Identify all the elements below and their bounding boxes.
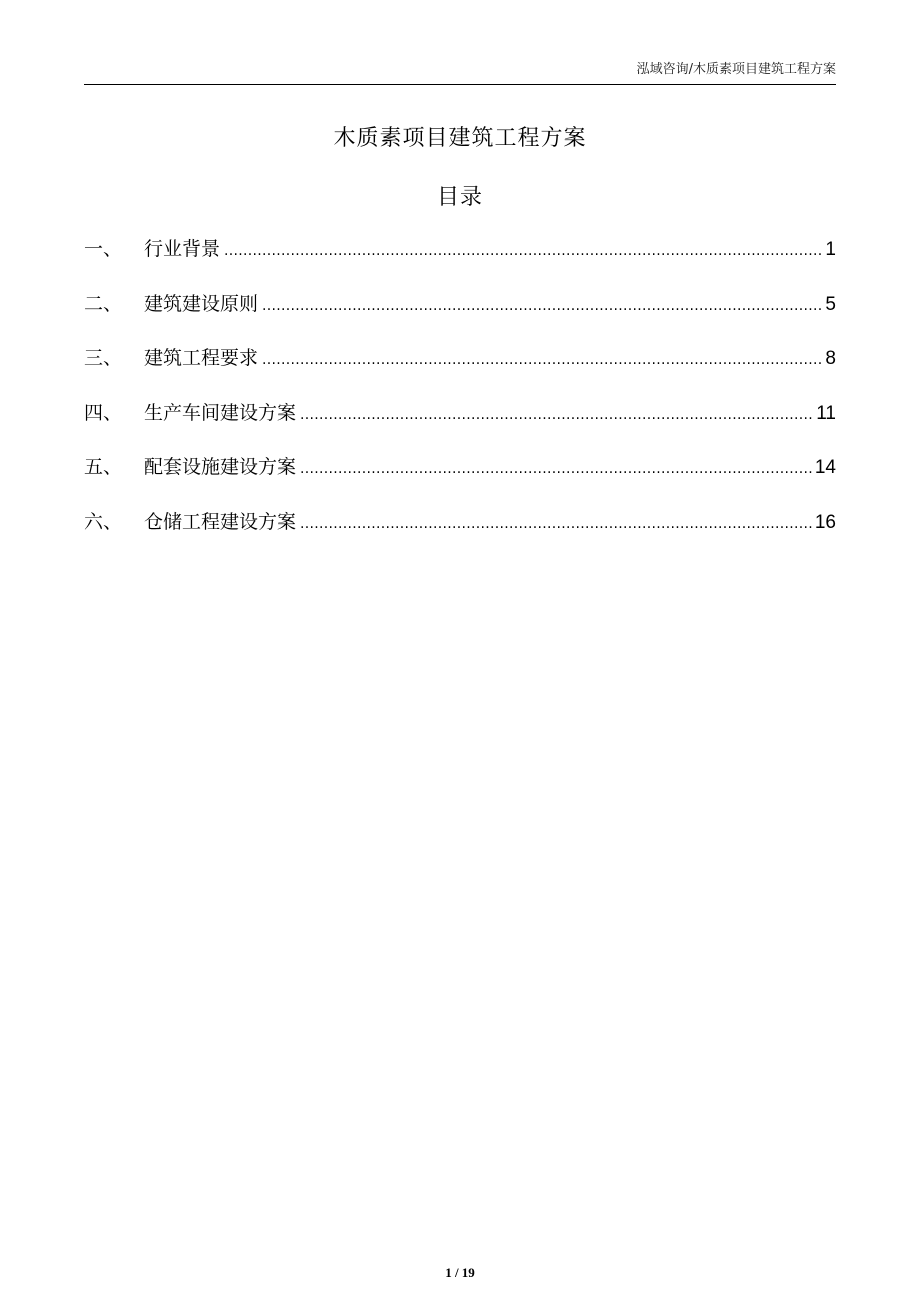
toc-entry-2[interactable] (84, 289, 836, 344)
toc-heading: 目录 (436, 185, 483, 210)
toc-entry-title: 建筑建设原则 (144, 292, 259, 315)
running-header: 泓域咨询/木质素项目建筑工程方案 (636, 62, 836, 77)
toc-entry-number: 五、 (84, 456, 123, 478)
toc-entry-number: 三、 (84, 347, 123, 369)
table-of-contents (84, 234, 836, 561)
toc-entry-6[interactable] (84, 507, 836, 562)
toc-entry-page: 5 (825, 293, 836, 315)
toc-entry-page: 11 (816, 402, 836, 424)
toc-dot-leader (300, 516, 813, 532)
toc-entry-title: 仓储工程建设方案 (144, 510, 297, 533)
toc-entry-title: 建筑工程要求 (144, 347, 259, 369)
toc-entry-page: 1 (825, 239, 836, 260)
page-number-footer: 1 / 19 (445, 1265, 475, 1280)
toc-entry-title: 行业背景 (144, 238, 221, 260)
toc-entry-page: 14 (814, 457, 836, 478)
toc-dot-leader (300, 407, 814, 423)
header-divider (84, 84, 836, 85)
toc-dot-leader (262, 352, 823, 368)
document-title: 木质素项目建筑工程方案 (333, 126, 587, 151)
toc-dot-leader (224, 243, 823, 259)
toc-entry-5[interactable] (84, 452, 836, 507)
toc-entry-number: 一、 (84, 238, 123, 260)
toc-entry-4[interactable] (84, 398, 836, 453)
toc-dot-leader (262, 298, 823, 314)
toc-entry-title: 配套设施建设方案 (144, 456, 297, 478)
toc-dot-leader (300, 461, 813, 477)
toc-entry-1[interactable] (84, 234, 836, 289)
toc-entry-title: 生产车间建设方案 (144, 401, 297, 424)
toc-entry-3[interactable] (84, 343, 836, 398)
toc-entry-number: 六、 (84, 510, 123, 533)
toc-entry-page: 8 (825, 348, 836, 369)
toc-entry-number: 二、 (84, 292, 123, 315)
toc-entry-number: 四、 (84, 401, 123, 424)
toc-entry-page: 16 (814, 511, 836, 533)
